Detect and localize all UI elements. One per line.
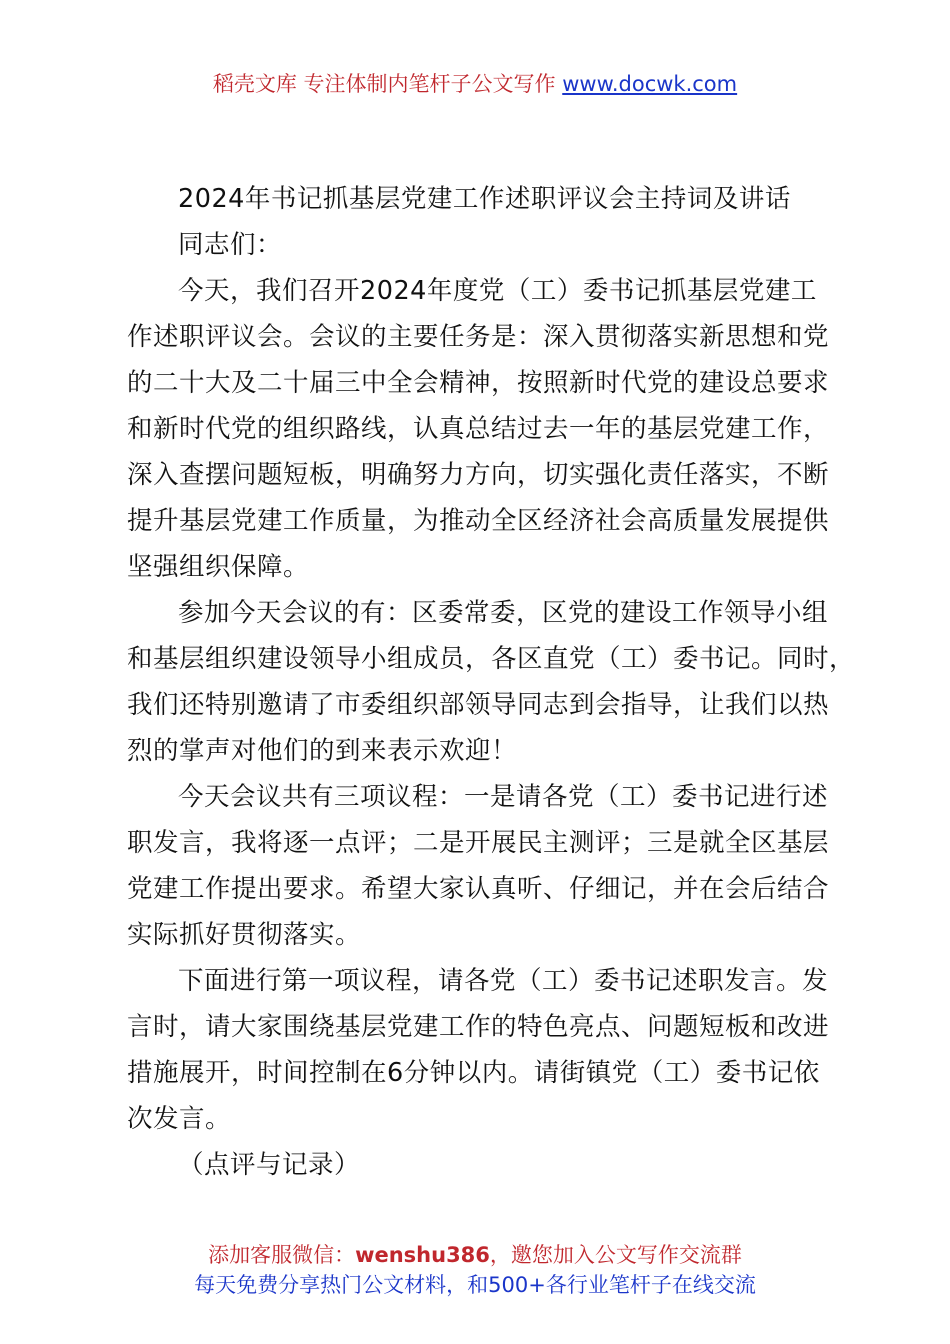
- document-title: 2024年书记抓基层党建工作述职评议会主持词及讲话: [178, 184, 791, 214]
- paragraph-line: （点评与记录）: [178, 1150, 361, 1180]
- footer-suffix: ，邀您加入公文写作交流群: [489, 1243, 742, 1267]
- page-footer: [0, 1240, 950, 1300]
- paragraph-line: 次发言。: [127, 1104, 232, 1134]
- paragraph-line: 烈的掌声对他们的到来表示欢迎！: [127, 736, 518, 766]
- paragraph-line: 职发言，我将逐一点评；二是开展民主测评；三是就全区基层: [127, 828, 830, 858]
- paragraph-line: 实际抓好贯彻落实。: [127, 920, 362, 950]
- paragraph-line: 和新时代党的组织路线，认真总结过去一年的基层党建工作，: [127, 414, 830, 444]
- paragraph-line: 措施展开，时间控制在6分钟以内。请街镇党（工）委书记依: [127, 1058, 820, 1088]
- footer-prefix: 添加客服微信：: [208, 1243, 356, 1267]
- footer-share-line: 每天免费分享热门公文材料，和500+各行业笔杆子在线交流: [194, 1273, 756, 1297]
- salutation: 同志们：: [178, 230, 283, 260]
- paragraph-line: 的二十大及二十届三中全会精神，按照新时代党的建设总要求: [127, 368, 830, 398]
- paragraph-line: 作述职评议会。会议的主要任务是：深入贯彻落实新思想和党: [127, 322, 830, 352]
- document-body: [127, 176, 856, 1188]
- paragraph-line: 下面进行第一项议程，请各党（工）委书记述职发言。发: [178, 966, 829, 996]
- paragraph-line: 我们还特别邀请了市委组织部领导同志到会指导，让我们以热: [127, 690, 830, 720]
- header-brand-text: 稻壳文库 专注体制内笔杆子公文写作: [212, 72, 556, 96]
- header-url-link[interactable]: www.docwk.com: [562, 72, 738, 96]
- wechat-id: wenshu386: [355, 1243, 490, 1267]
- paragraph-line: 深入查摆问题短板，明确努力方向，切实强化责任落实，不断: [127, 460, 830, 490]
- footer-wechat-line: [0, 1240, 950, 1270]
- page-header: [0, 70, 950, 98]
- paragraph-line: 今天会议共有三项议程：一是请各党（工）委书记进行述: [178, 782, 829, 812]
- paragraph-line: 提升基层党建工作质量，为推动全区经济社会高质量发展提供: [127, 506, 830, 536]
- paragraph-line: 今天，我们召开2024年度党（工）委书记抓基层党建工: [178, 276, 817, 306]
- paragraph-line: 坚强组织保障。: [127, 552, 310, 582]
- paragraph-line: 和基层组织建设领导小组成员，各区直党（工）委书记。同时，: [127, 644, 856, 674]
- paragraph-line: 参加今天会议的有：区委常委，区党的建设工作领导小组: [178, 598, 829, 628]
- paragraph-line: 党建工作提出要求。希望大家认真听、仔细记，并在会后结合: [127, 874, 830, 904]
- paragraph-line: 言时，请大家围绕基层党建工作的特色亮点、问题短板和改进: [127, 1012, 830, 1042]
